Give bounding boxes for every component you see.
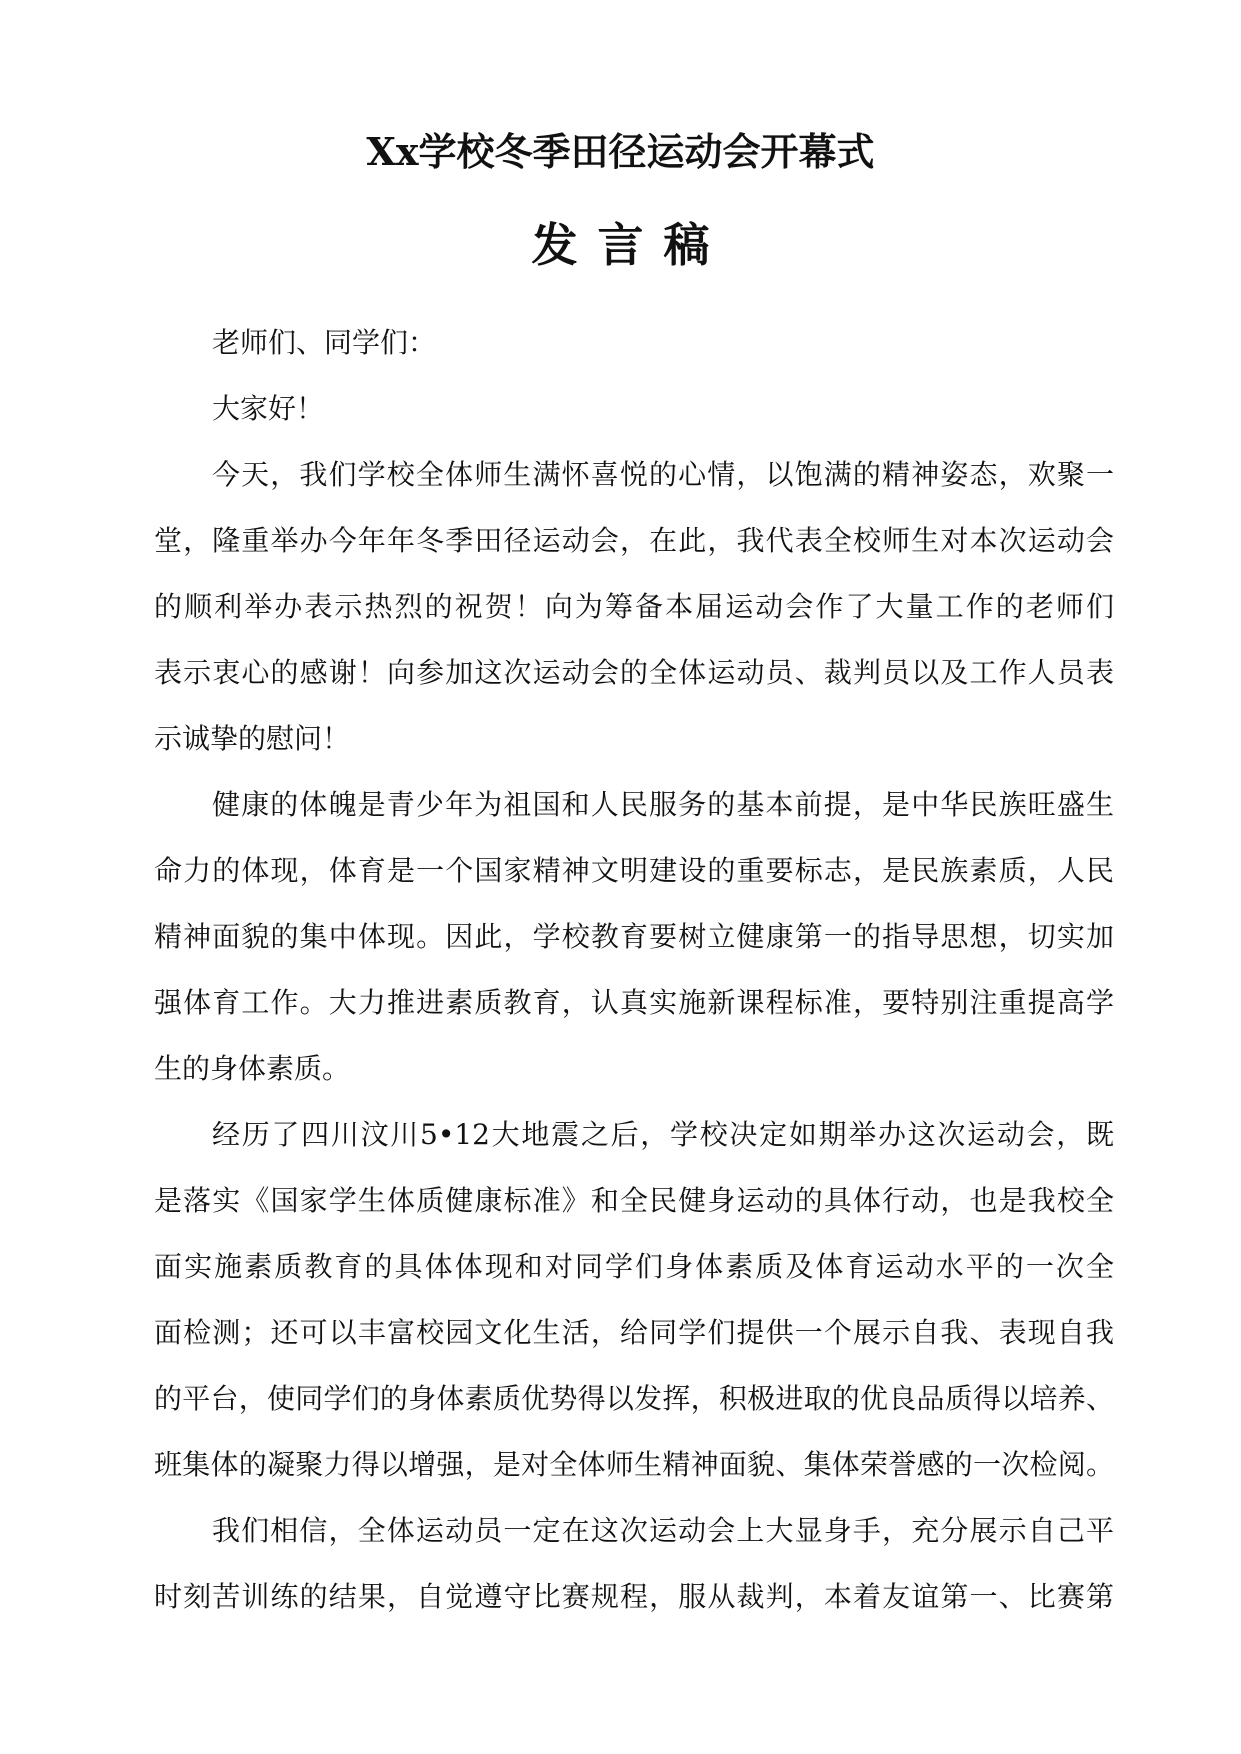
paragraph-line: 表示衷心的感谢！向参加这次运动会的全体运动员、裁判员以及工作人员表 bbox=[154, 656, 1114, 689]
paragraph-line: 是落实《国家学生体质健康标准》和全民健身运动的具体行动，也是我校全 bbox=[154, 1184, 1114, 1217]
paragraph-line: 的顺利举办表示热烈的祝贺！向为筹备本届运动会作了大量工作的老师们 bbox=[154, 590, 1114, 623]
paragraph-line: 堂，隆重举办今年年冬季田径运动会，在此，我代表全校师生对本次运动会 bbox=[154, 524, 1114, 557]
paragraph-line: 班集体的凝聚力得以增强，是对全体师生精神面貌、集体荣誉感的一次检阅。 bbox=[154, 1448, 1114, 1481]
paragraph-line: 的平台，使同学们的身体素质优势得以发挥，积极进取的优良品质得以培养、 bbox=[154, 1382, 1114, 1415]
document-body bbox=[154, 310, 1114, 1630]
paragraph-line: 今天，我们学校全体师生满怀喜悦的心情，以饱满的精神姿态，欢聚一 bbox=[212, 458, 1114, 491]
paragraph-line: 命力的体现，体育是一个国家精神文明建设的重要标志，是民族素质，人民 bbox=[154, 854, 1114, 887]
paragraph-line: 面实施素质教育的具体体现和对同学们身体素质及体育运动水平的一次全 bbox=[154, 1250, 1114, 1283]
paragraph-line: 生的身体素质。 bbox=[154, 1052, 351, 1085]
paragraph-line: 精神面貌的集中体现。因此，学校教育要树立健康第一的指导思想，切实加 bbox=[154, 920, 1114, 953]
greeting-line: 大家好！ bbox=[212, 392, 325, 425]
salutation-line: 老师们、同学们： bbox=[212, 326, 437, 359]
paragraph-line: 经历了四川汶川5•12大地震之后，学校决定如期举办这次运动会，既 bbox=[212, 1118, 1114, 1151]
document-subtitle: 发言稿 bbox=[531, 218, 730, 272]
paragraph-line: 面检测；还可以丰富校园文化生活，给同学们提供一个展示自我、表现自我 bbox=[154, 1316, 1114, 1349]
paragraph-line: 健康的体魄是青少年为祖国和人民服务的基本前提，是中华民族旺盛生 bbox=[212, 788, 1114, 821]
paragraph-line: 强体育工作。大力推进素质教育，认真实施新课程标准，要特别注重提高学 bbox=[154, 986, 1114, 1019]
document-title: Xx学校冬季田径运动会开幕式 bbox=[366, 129, 875, 174]
paragraph-line: 示诚挚的慰问！ bbox=[154, 722, 351, 755]
paragraph-line: 我们相信，全体运动员一定在这次运动会上大显身手，充分展示自己平 bbox=[212, 1514, 1114, 1547]
paragraph-line: 时刻苦训练的结果，自觉遵守比赛规程，服从裁判，本着友谊第一、比赛第 bbox=[154, 1580, 1114, 1613]
